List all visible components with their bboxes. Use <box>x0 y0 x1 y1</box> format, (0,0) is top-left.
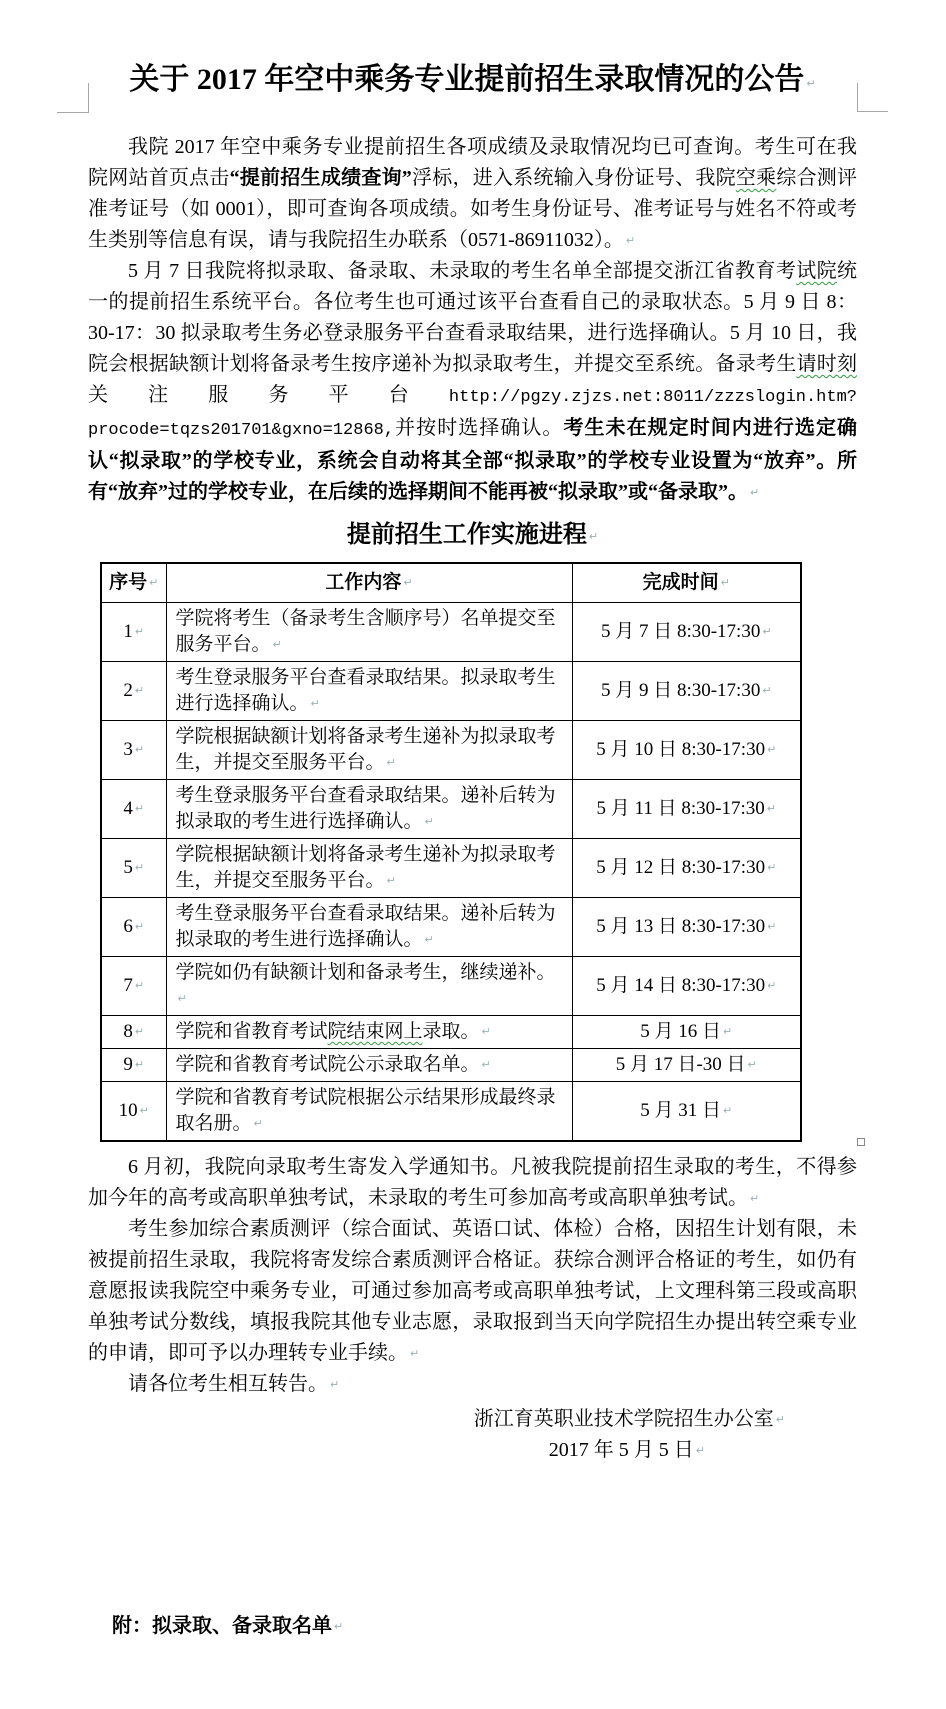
schedule-cell-time: 5 月 12 日 8:30-17:30 ↵ <box>572 839 801 898</box>
schedule-cell-time: 5 月 14 日 8:30-17:30 ↵ <box>572 957 801 1016</box>
column-header-no: 序号 ↵ <box>101 563 166 603</box>
schedule-cell-no: 1 ↵ <box>101 603 166 662</box>
platform-text-2: 统一的提前招生系统平台。各位考生也可通过该平台查看自己的录取状态。5 月 9 日 8：30-17：30 拟录取考生务必登录服务平台查看录取结果，进行选择确认。5 月 10 日，我院会根据缺额计划将备录考生按序递补为拟录取考生，并提交至系统。备录考生 <box>88 260 858 375</box>
schedule-cell-task: 学院根据缺额计划将备录考生递补为拟录取考生，并提交至服务平台。 ↵ <box>166 721 572 780</box>
schedule-table <box>100 562 802 1142</box>
signature-office: 浙江育英职业技术学院招生办公室 ↵ <box>88 1404 857 1435</box>
intro-text: 我院 2017 年空中乘务专业提前招生各项成绩及录取情况均已可查询。考生可在我院网站首页点击 <box>88 136 857 189</box>
schedule-cell-no: 10 ↵ <box>101 1082 166 1142</box>
intro-text-3: 综合测评准考证号（如 0001），即可查询各项成绩。如考生身份证号、准考证号与姓名不符或考生类别等信息有误，请与我院招生办联系（0571-86911032）。 <box>88 167 858 251</box>
schedule-cell-time: 5 月 13 日 8:30-17:30 ↵ <box>572 898 801 957</box>
top-right-margin-crop-mark <box>857 83 888 112</box>
schedule-cell-task: 学院和省教育考试院根据公示结果形成最终录取名册。 ↵ <box>166 1082 572 1142</box>
document-page <box>0 58 946 1709</box>
schedule-cell-task: 学院将考生（备录考生含顺序号）名单提交至服务平台。 ↵ <box>166 603 572 662</box>
schedule-cell-no: 3 ↵ <box>101 721 166 780</box>
schedule-cell-no: 8 ↵ <box>101 1016 166 1049</box>
schedule-cell-time: 5 月 11 日 8:30-17:30 ↵ <box>572 780 801 839</box>
schedule-cell-no: 9 ↵ <box>101 1049 166 1082</box>
schedule-cell-time: 5 月 16 日 ↵ <box>572 1016 801 1049</box>
schedule-heading: 提前招生工作实施进程 ↵ <box>88 518 857 554</box>
intro-spellcheck-word: 空乘 <box>735 167 777 189</box>
service-platform-url: http://pgzy.zjzs.net:8011/zzzslogin.htm?procode=tqzs201701&gxno=12868, <box>88 388 857 440</box>
paragraph-closing: 请各位考生相互转告。 ↵ <box>88 1369 857 1400</box>
table-row <box>101 957 801 1016</box>
schedule-cell-task: 考生登录服务平台查看录取结果。拟录取考生进行选择确认。 ↵ <box>166 662 572 721</box>
schedule-cell-time: 5 月 10 日 8:30-17:30 ↵ <box>572 721 801 780</box>
intro-bold-query-label: “提前招生成绩查询” <box>229 167 412 189</box>
schedule-cell-task: 考生登录服务平台查看录取结果。递补后转为拟录取的考生进行选择确认。 ↵ <box>166 898 572 957</box>
schedule-cell-no: 4 ↵ <box>101 780 166 839</box>
attachment-note: 附：拟录取、备录取名单 ↵ <box>88 1611 857 1642</box>
table-row <box>101 721 801 780</box>
document-content <box>0 58 946 1642</box>
schedule-cell-no: 5 ↵ <box>101 839 166 898</box>
platform-text-4: 并按时选择确认。 <box>394 417 564 439</box>
table-row <box>101 662 801 721</box>
table-row <box>101 603 801 662</box>
platform-spellcheck-word: 试院 <box>796 260 838 282</box>
table-row <box>101 1016 801 1049</box>
schedule-cell-task: 考生登录服务平台查看录取结果。递补后转为拟录取的考生进行选择确认。 ↵ <box>166 780 572 839</box>
schedule-cell-time: 5 月 7 日 8:30-17:30 ↵ <box>572 603 801 662</box>
schedule-cell-time: 5 月 31 日 ↵ <box>572 1082 801 1142</box>
top-left-margin-crop-mark <box>57 83 89 113</box>
schedule-cell-time: 5 月 17 日-30 日 ↵ <box>572 1049 801 1082</box>
paragraph-notice: 6 月初，我院向录取考生寄发入学通知书。凡被我院提前招生录取的考生，不得参加今年的高考或高职单独考试，未录取的考生可参加高考或高职单独考试。 ↵ <box>88 1152 857 1214</box>
schedule-cell-time: 5 月 9 日 8:30-17:30 ↵ <box>572 662 801 721</box>
platform-text: 5 月 7 日我院将拟录取、备录取、未录取的考生名单全部提交浙江省教育考 <box>128 260 797 282</box>
signature-date: 2017 年 5 月 5 日 ↵ <box>88 1435 857 1466</box>
schedule-cell-no: 2 ↵ <box>101 662 166 721</box>
platform-spellcheck-word-2: 请时刻 <box>796 353 858 375</box>
schedule-cell-task: 学院如仍有缺额计划和备录考生，继续递补。 ↵ <box>166 957 572 1016</box>
schedule-table-wrap <box>88 562 857 1142</box>
platform-text-3: 关注服务平台 <box>88 384 449 406</box>
paragraph-platform <box>88 256 857 508</box>
table-row <box>101 898 801 957</box>
schedule-cell-task: 学院和省教育考试院结束网上录取。 ↵ <box>166 1016 572 1049</box>
schedule-cell-no: 6 ↵ <box>101 898 166 957</box>
page-title: 关于 2017 年空中乘务专业提前招生录取情况的公告 ↵ <box>88 58 857 106</box>
table-row <box>101 1082 801 1142</box>
intro-text-2: 浮标，进入系统输入身份证号、我院 <box>411 167 736 189</box>
table-row <box>101 839 801 898</box>
paragraph-certificate: 考生参加综合素质测评（综合面试、英语口试、体检）合格，因招生计划有限，未被提前招生录取，我院将寄发综合素质测评合格证。获综合测评合格证的考生，如仍有意愿报读我院空中乘务专业，可通过参加高考或高职单独考试，上文理科第三段或高职单独考试分数线，填报我院其他专业志愿，录取报到当天向学院招生办提出转空乘专业的申请，即可予以办理转专业手续。 ↵ <box>88 1214 857 1369</box>
end-of-table-mark <box>857 1138 865 1146</box>
schedule-table-body <box>101 603 801 1142</box>
table-row <box>101 780 801 839</box>
platform-bold-warning: 考生未在规定时间内进行选定确认“拟录取”的学校专业，系统会自动将其全部“拟录取”的学校专业设置为“放弃”。所有“放弃”过的学校专业，在后续的选择期间不能再被“拟录取”或“备录取”。 <box>88 417 858 503</box>
paragraph-intro <box>88 132 857 256</box>
schedule-cell-task: 学院根据缺额计划将备录考生递补为拟录取考生，并提交至服务平台。 ↵ <box>166 839 572 898</box>
column-header-task: 工作内容 ↵ <box>166 563 572 603</box>
column-header-time: 完成时间 ↵ <box>572 563 801 603</box>
schedule-header-row <box>101 563 801 603</box>
table-row <box>101 1049 801 1082</box>
schedule-cell-no: 7 ↵ <box>101 957 166 1016</box>
schedule-cell-task: 学院和省教育考试院公示录取名单。 ↵ <box>166 1049 572 1082</box>
